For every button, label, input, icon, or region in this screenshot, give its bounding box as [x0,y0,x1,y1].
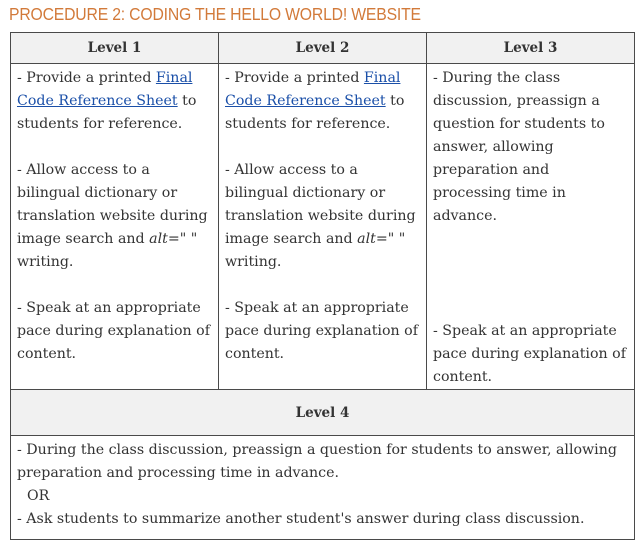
header-level-1: Level 1 [11,33,219,64]
level-1-cell [11,64,219,390]
level-3-pace-item: - Speak at an appropriate pace during explanation of content. [433,323,626,385]
text: to students for reference. [225,93,405,132]
level-4-preassign-item: - During the class discussion, preassign a question for students to answer, allowing preparation and processing time in advance. [17,442,617,481]
alt-code: alt=" " [357,231,406,247]
header-row [11,33,635,64]
level-4-header-row [11,390,635,436]
alt-code: alt=" " [149,231,198,247]
final-code-reference-link[interactable]: Final Code Reference Sheet [225,70,401,109]
level-4-cell [11,436,635,540]
procedure-title: PROCEDURE 2: CODING THE HELLO WORLD! WEBSITE [9,4,421,24]
text: to students for reference. [17,93,197,132]
level-4-row [11,436,635,540]
text: - Allow access to a bilingual dictionary or translation website during image search and [17,162,208,247]
final-code-reference-link[interactable]: Final Code Reference Sheet [17,70,193,109]
level-4-or: OR [27,488,50,504]
header-level-4: Level 4 [11,390,635,436]
level-2-pace-item: - Speak at an appropriate pace during explanation of content. [225,300,418,362]
level-1-dictionary-item [17,159,212,274]
text: writing. [17,254,74,270]
level-3-cell [427,64,635,390]
level-4-summarize-item: - Ask students to summarize another student's answer during class discussion. [17,511,585,527]
level-2-reference-item [225,67,420,136]
text: - Allow access to a bilingual dictionary or translation website during image search and [225,162,416,247]
text: - Provide a printed [225,70,364,86]
level-2-cell [219,64,427,390]
level-3-preassign-item: - During the class discussion, preassign a question for students to answer, allowing preparation and processing time in advance. [433,70,605,224]
level-1-reference-item [17,67,212,136]
levels-row [11,64,635,390]
text: writing. [225,254,282,270]
differentiation-table [10,32,635,540]
level-2-dictionary-item [225,159,420,274]
header-level-3: Level 3 [427,33,635,64]
level-1-pace-item: - Speak at an appropriate pace during explanation of content. [17,300,210,362]
header-level-2: Level 2 [219,33,427,64]
text: - Provide a printed [17,70,156,86]
